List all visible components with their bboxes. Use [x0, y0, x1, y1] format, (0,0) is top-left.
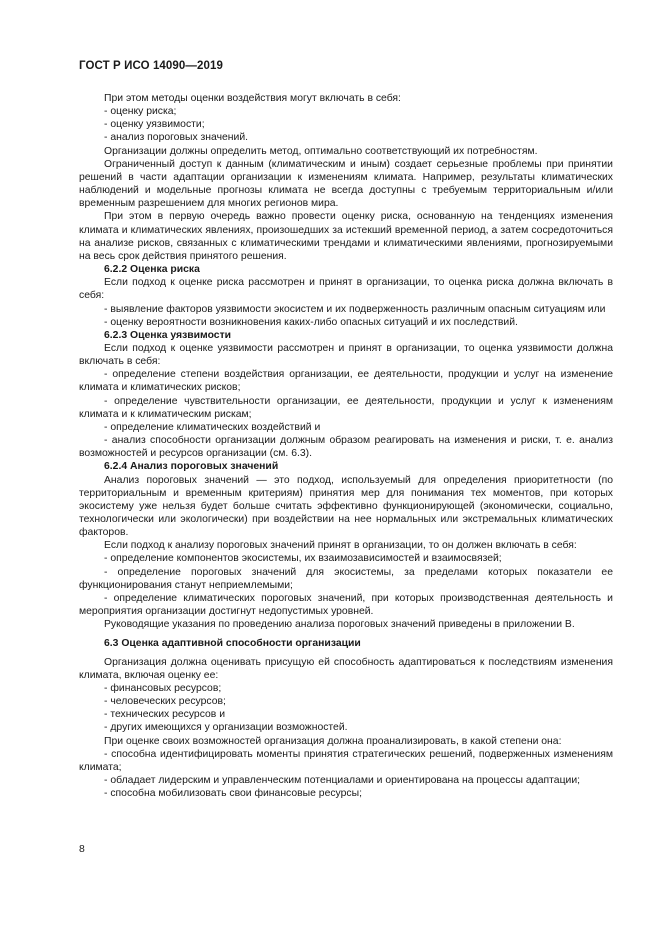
list-item: - определение компонентов экосистемы, их взаимозависимостей и взаимосвязей; [104, 553, 502, 565]
paragraph: Анализ пороговых значений — это подход, используемый для определения приоритетности (по территориальным и временным критериям) принятия мер для понимания тех моментов, при которых экосистему уже нельзя будет больше считать эффективно функционирующей (экономически, социально, технологически или экологически) при воздействии на нее нормальных или экстремальных климатических факторов. [79, 474, 613, 539]
paragraph: При этом методы оценки воздействия могут включать в себя: [104, 93, 401, 104]
page-header-standard-code: ГОСТ Р ИСО 14090—2019 [79, 60, 224, 72]
list-item: - человеческих ресурсов; [104, 696, 226, 708]
paragraph: Руководящие указания по проведению анализа пороговых значений приведены в приложении В. [104, 619, 575, 631]
list-item: - определение климатических воздействий и [104, 421, 321, 433]
list-item: - оценку вероятности возникновения каких-либо опасных ситуаций и их последствий. [104, 316, 518, 328]
list-item: - оценку риска; [104, 106, 177, 118]
section-heading: 6.3 Оценка адаптивной способности организации [104, 638, 361, 650]
paragraph: При оценке своих возможностей организация должна проанализировать, в какой степени она: [104, 735, 562, 747]
paragraph: Если подход к анализу пороговых значений принят в организации, то он должен включать в себя: [104, 540, 577, 552]
list-item: - способна идентифицировать моменты принятия стратегических решений, подверженных изменениям климата; [79, 748, 613, 773]
page-number: 8 [79, 844, 85, 855]
list-item: - других имеющихся у организации возможностей. [104, 722, 348, 734]
list-item: - определение чувствительности организации, ее деятельности, продукции и услуг к изменениям климата и к климатическим рискам; [79, 395, 613, 420]
list-item: - оценку уязвимости; [104, 119, 205, 131]
section-heading: 6.2.4 Анализ пороговых значений [104, 461, 279, 473]
list-item: - технических ресурсов и [104, 709, 226, 721]
paragraph: При этом в первую очередь важно провести оценку риска, основанную на тенденциях изменения климата и климатических явлениях, произошедших за истекший временной период, а затем сосредоточиться на анализе рисков, связанных с климатическими трендами и климатическими явлениями, прогнозируемыми на весь срок действия принятого решения. [79, 211, 613, 262]
paragraph: Если подход к оценке уязвимости рассмотрен и принят в организации, то оценка уязвимости должна включать в себя: [79, 342, 613, 368]
paragraph: Организации должны определить метод, оптимально соответствующий их потребностям. [104, 145, 538, 157]
paragraph: Ограниченный доступ к данным (климатическим и иным) создает серьезные проблемы при принятии решений в части адаптации организации к изменениям климата. Например, результаты климатических наблюдений и модельные прогнозы климата не всегда доступны с требуемым территориальным и/или временным разрешением для многих регионов мира. [79, 158, 613, 210]
section-heading: 6.2.3 Оценка уязвимости [104, 329, 232, 341]
list-item: - выявление факторов уязвимости экосистем и их подверженность различным опасным ситуациям или [104, 303, 606, 315]
list-item: - способна мобилизовать свои финансовые ресурсы; [104, 788, 362, 800]
paragraph: Если подход к оценке риска рассмотрен и принят в организации, то оценка риска должна включать в себя: [79, 277, 613, 302]
list-item: - определение климатических пороговых значений, при которых производственная деятельность и мероприятия организации достигнут недопустимых уровней. [79, 592, 613, 618]
list-item: - определение степени воздействия организации, ее деятельности, продукции и услуг на изменение климата и климатических рисков; [79, 369, 613, 394]
list-item: - финансовых ресурсов; [104, 682, 222, 694]
list-item: - обладает лидерским и управленческим потенциалами и ориентирована на процессы адаптации; [104, 774, 581, 786]
list-item: - анализ способности организации должным образом реагировать на изменения и риски, т. е. анализ возможностей и ресурсов организации (см. 6.3). [79, 435, 613, 460]
section-heading: 6.2.2 Оценка риска [104, 264, 200, 276]
paragraph: Организация должна оценивать присущую ей способность адаптироваться к последствиям изменения климата, включая оценку ее: [79, 656, 613, 681]
list-item: - определение пороговых значений для экосистемы, за пределами которых показатели ее функционирования станут неприемлемыми; [79, 566, 613, 591]
list-item: - анализ пороговых значений. [104, 132, 249, 144]
document-body [79, 92, 613, 800]
